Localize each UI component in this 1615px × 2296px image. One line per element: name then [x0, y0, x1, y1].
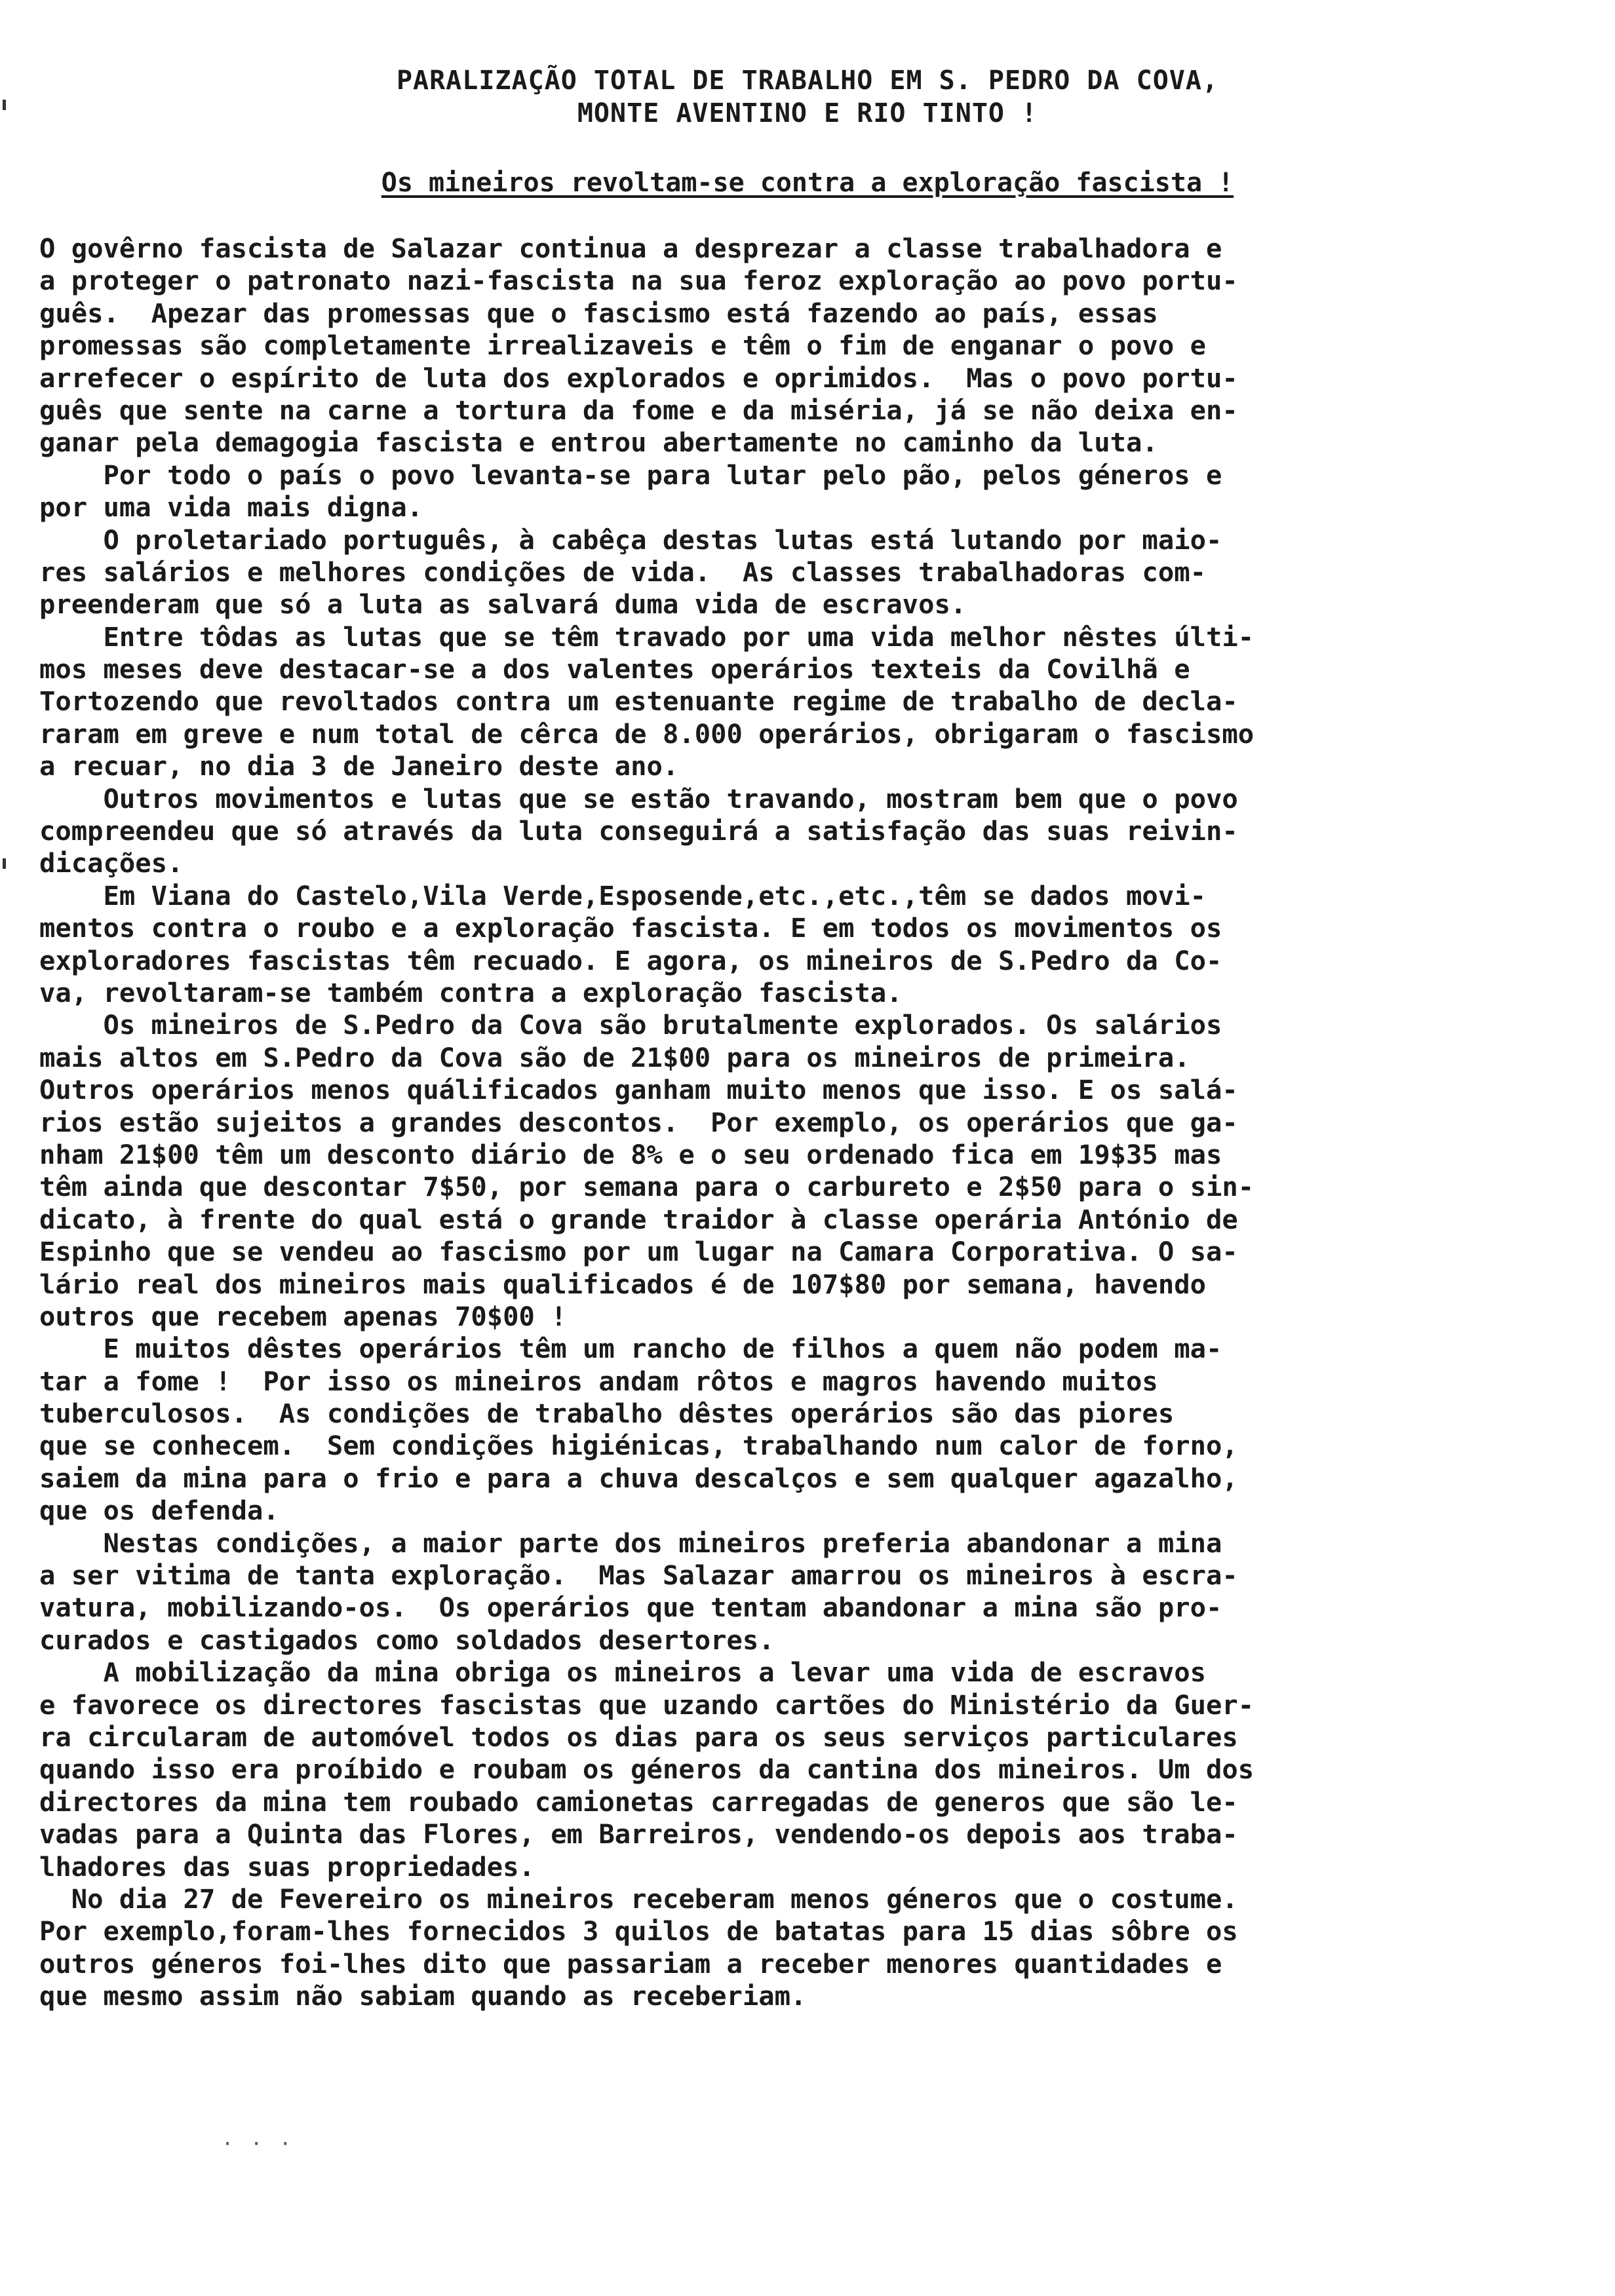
document-line: lário real dos mineiros mais qualificados é de 107$80 por semana, havendo	[39, 1268, 1206, 1300]
document-line: tar a fome ! Por isso os mineiros andam rôtos e magros havendo muitos	[39, 1365, 1158, 1397]
document-body	[39, 233, 1580, 2012]
document-line: ganar pela demagogia fascista e entrou abertamente no caminho da luta.	[39, 427, 1158, 459]
document-line: dicato, à frente do qual está o grande traidor à classe operária António de	[39, 1203, 1238, 1235]
document-line: ra circularam de automóvel todos os dias para os seus serviços particulares	[39, 1721, 1238, 1753]
document-line: preenderam que só a luta as salvará duma vida de escravos.	[39, 588, 967, 621]
document-line: que mesmo assim não sabiam quando as receberiam.	[39, 1980, 807, 2012]
document-line: Nestas condições, a maior parte dos mineiros preferia abandonar a mina	[39, 1527, 1222, 1559]
document-line: exploradores fascistas têm recuado. E agora, os mineiros de S.Pedro da Co-	[39, 944, 1222, 976]
margin-mark	[3, 858, 6, 869]
document-line: dicações.	[39, 847, 184, 879]
document-line: O proletariado português, à cabêça destas lutas está lutando por maio-	[39, 524, 1222, 556]
document-line: quando isso era proíbido e roubam os géneros da cantina dos mineiros. Um dos	[39, 1753, 1255, 1786]
document-line: Entre tôdas as lutas que se têm travado por uma vida melhor nêstes últi-	[39, 621, 1255, 653]
document-line: mais altos em S.Pedro da Cova são de 21$00 para os mineiros de primeira.	[39, 1041, 1190, 1073]
stray-marks: · · ·	[222, 2133, 294, 2156]
document-line: a ser vitima de tanta exploração. Mas Salazar amarrou os mineiros à escra-	[39, 1559, 1238, 1592]
document-line: a proteger o patronato nazi-fascista na sua feroz exploração ao povo portu-	[39, 265, 1238, 297]
document-line: tuberculosos. As condições de trabalho dêstes operários são das piores	[39, 1398, 1175, 1430]
document-line: e favorece os directores fascistas que uzando cartões do Ministério da Guer-	[39, 1689, 1255, 1721]
document-line: guês que sente na carne a tortura da fome e da miséria, já se não deixa en-	[39, 394, 1238, 426]
document-line: guês. Apezar das promessas que o fascismo está fazendo ao país, essas	[39, 297, 1158, 329]
document-line: que se conhecem. Sem condições higiénicas, trabalhando num calor de forno,	[39, 1430, 1238, 1462]
document-line: Os mineiros de S.Pedro da Cova são brutalmente explorados. Os salários	[39, 1009, 1222, 1041]
document-line: res salários e melhores condições de vida. As classes trabalhadoras com-	[39, 556, 1206, 588]
margin-mark	[3, 100, 6, 110]
document-line: Outros operários menos quálificados ganham muito menos que isso. E os salá-	[39, 1074, 1238, 1106]
document-line: E muitos dêstes operários têm um rancho de filhos a quem não podem ma-	[39, 1333, 1222, 1365]
document-line: mentos contra o roubo e a exploração fascista. E em todos os movimentos os	[39, 912, 1222, 944]
document-line: outros que recebem apenas 70$00 !	[39, 1300, 567, 1332]
document-line: curados e castigados como soldados desertores.	[39, 1624, 775, 1656]
document-line: promessas são completamente irrealizaveis e têm o fim de enganar o povo e	[39, 330, 1206, 362]
document-line: vatura, mobilizando-os. Os operários que tentam abandonar a mina são pro-	[39, 1592, 1222, 1624]
document-line: va, revoltaram-se também contra a exploração fascista.	[39, 976, 903, 1008]
document-line: arrefecer o espírito de luta dos explorados e oprimidos. Mas o povo portu-	[39, 362, 1238, 394]
document-line: saiem da mina para o frio e para a chuva descalços e sem qualquer agazalho,	[39, 1462, 1238, 1494]
document-line: mos meses deve destacar-se a dos valentes operários texteis da Covilhã e	[39, 653, 1190, 685]
document-line: rios estão sujeitos a grandes descontos. Por exemplo, os operários que ga-	[39, 1106, 1238, 1138]
document-line: O govêrno fascista de Salazar continua a desprezar a classe trabalhadora e	[39, 233, 1222, 264]
document-title-line-1: PARALIZAÇÃO TOTAL DE TRABALHO EM S. PEDRO DA COVA,	[396, 66, 1219, 96]
document-line: que os defenda.	[39, 1495, 279, 1527]
document-line: Tortozendo que revoltados contra um estenuante regime de trabalho de decla-	[39, 685, 1238, 718]
document-line: outros géneros foi-lhes dito que passariam a receber menores quantidades e	[39, 1947, 1222, 1980]
document-line: nham 21$00 têm um desconto diário de 8% e o seu ordenado fica em 19$35 mas	[39, 1138, 1222, 1170]
document-line: lhadores das suas propriedades.	[39, 1850, 535, 1883]
document-subtitle: Os mineiros revoltam-se contra a exploração fascista !	[381, 168, 1234, 198]
document-line: a recuar, no dia 3 de Janeiro deste ano.	[39, 750, 679, 782]
document-line: vadas para a Quinta das Flores, em Barreiros, vendendo-os depois aos traba-	[39, 1818, 1238, 1850]
document-line: Espinho que se vendeu ao fascismo por um lugar na Camara Corporativa. O sa-	[39, 1236, 1238, 1268]
document-line: têm ainda que descontar 7$50, por semana para o carbureto e 2$50 para o sin-	[39, 1171, 1255, 1203]
document-line: Outros movimentos e lutas que se estão travando, mostram bem que o povo	[39, 782, 1238, 814]
document-line: compreendeu que só através da luta conseguirá a satisfação das suas reivin-	[39, 815, 1238, 847]
document-title-line-2: MONTE AVENTINO E RIO TINTO !	[577, 98, 1038, 128]
document-line: directores da mina tem roubado camionetas carregadas de generos que são le-	[39, 1786, 1238, 1818]
document-line: A mobilização da mina obriga os mineiros a levar uma vida de escravos	[39, 1656, 1206, 1689]
document-line: Em Viana do Castelo,Vila Verde,Esposende,etc.,etc.,têm se dados movi-	[39, 879, 1206, 911]
document-line: raram em greve e num total de cêrca de 8.000 operários, obrigaram o fascismo	[39, 718, 1255, 750]
document-line: por uma vida mais digna.	[39, 491, 423, 524]
document-line: Por todo o país o povo levanta-se para lutar pelo pão, pelos géneros e	[39, 459, 1222, 491]
document-line: Por exemplo,foram-lhes fornecidos 3 quilos de batatas para 15 dias sôbre os	[39, 1915, 1238, 1947]
document-line: No dia 27 de Fevereiro os mineiros receberam menos géneros que o costume.	[39, 1883, 1238, 1915]
